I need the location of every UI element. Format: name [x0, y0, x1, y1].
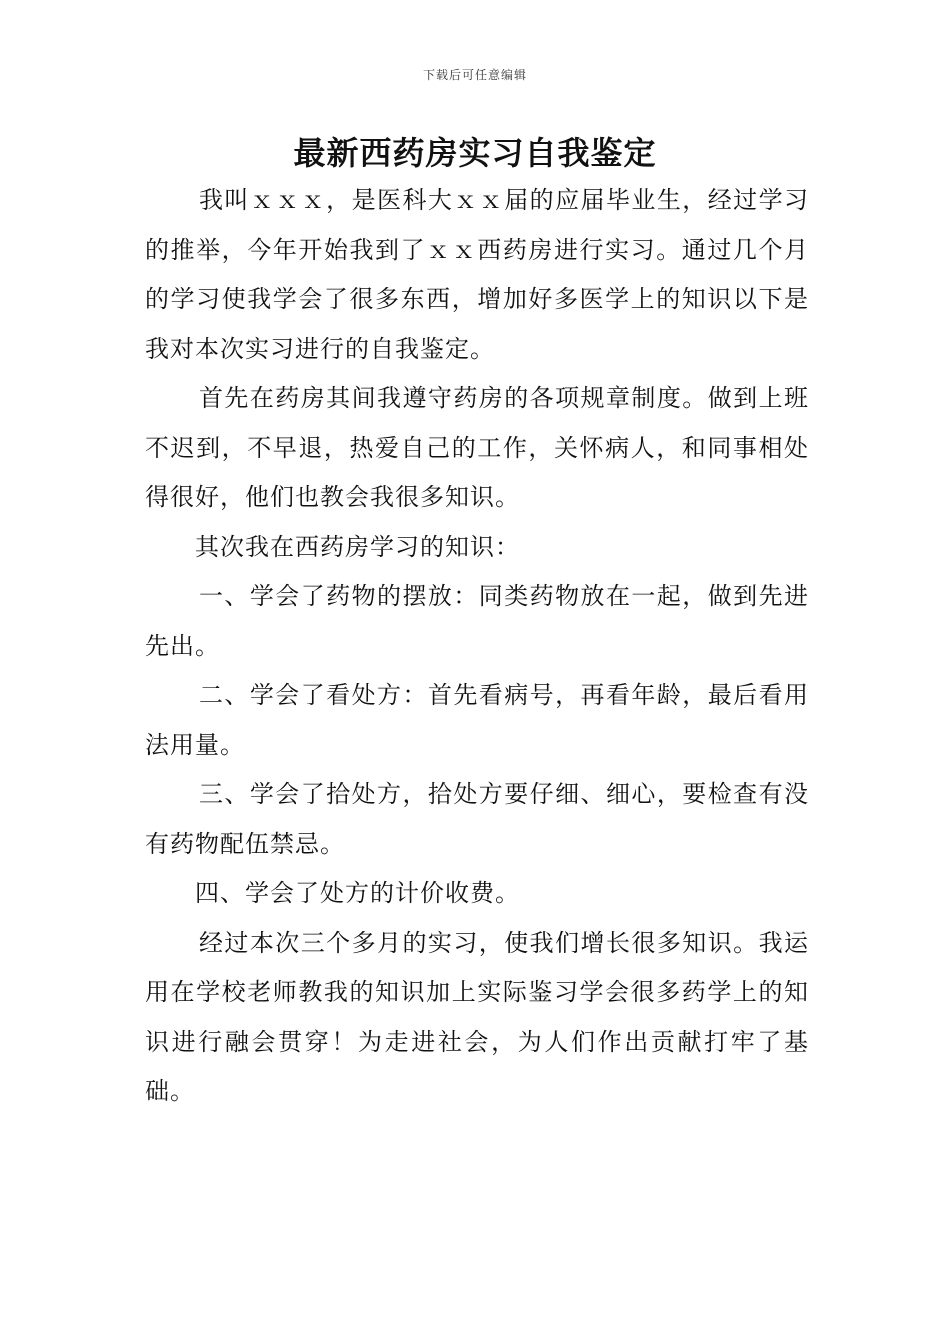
paragraph-conclusion: 经过本次三个多月的实习，使我们增长很多知识。我运用在学校老师教我的知识加上实际鉴习学会很多药学上的知识进行融会贯穿！为走进社会，为人们作出贡献打牢了基础。: [145, 928, 809, 1105]
paragraph-item-two: 二、学会了看处方：首先看病号，再看年龄，最后看用法用量。: [145, 681, 809, 759]
paragraph-introduction: 我叫ｘｘｘ，是医科大ｘｘ届的应届毕业生，经过学习的推举，今年开始我到了ｘｘ西药房进行实习。通过几个月的学习使我学会了很多东西，增加好多医学上的知识以下是我对本次实习进行的自我鉴定。: [145, 186, 809, 363]
paragraph-item-three: 三、学会了拾处方，拾处方要仔细、细心，要检查有没有药物配伍禁忌。: [145, 780, 809, 858]
paragraph-knowledge-intro: 其次我在西药房学习的知识：: [195, 532, 520, 561]
paragraph-item-four: 四、学会了处方的计价收费。: [195, 879, 520, 907]
document-title: 最新西药房实习自我鉴定: [293, 134, 657, 172]
document-body: [145, 176, 809, 1117]
paragraph-item-one: 一、学会了药物的摆放：同类药物放在一起，做到先进先出。: [145, 582, 809, 660]
header-note: 下载后可任意编辑: [422, 68, 527, 82]
paragraph-discipline: 首先在药房其间我遵守药房的各项规章制度。做到上班不迟到，不早退，热爱自己的工作，关怀病人，和同事相处得很好，他们也教会我很多知识。: [145, 384, 809, 511]
